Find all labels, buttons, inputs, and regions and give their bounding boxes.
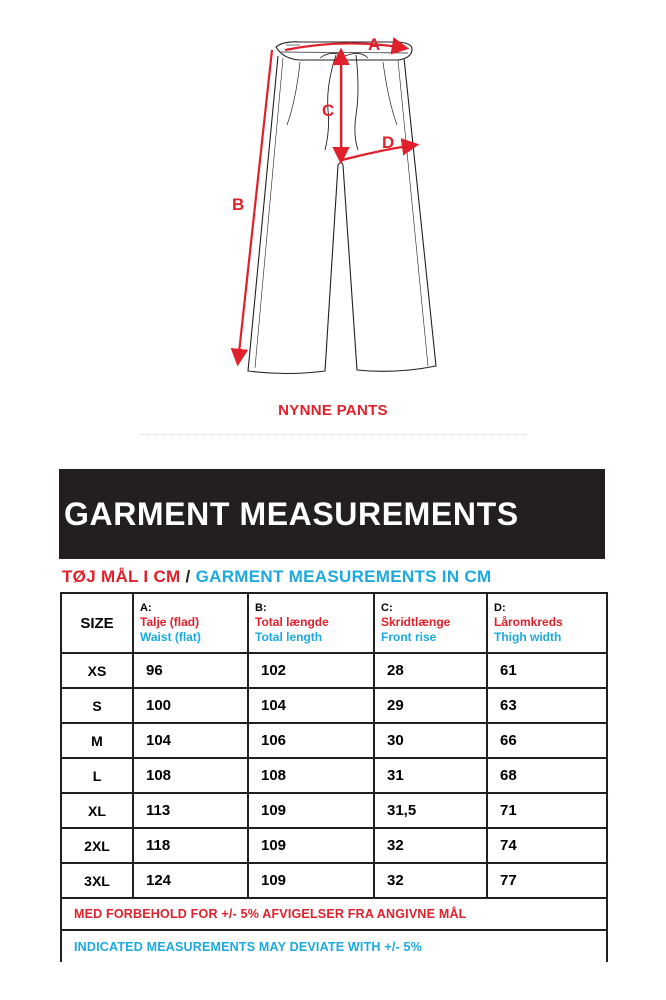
table-row xyxy=(61,723,607,758)
measure-d-line xyxy=(342,145,415,160)
rise-cell: 32 xyxy=(374,863,487,898)
column-english: Waist (flat) xyxy=(140,629,201,644)
column-letter: A: xyxy=(140,601,152,614)
column-letter: D: xyxy=(494,601,506,614)
rise-cell: 28 xyxy=(374,653,487,688)
length-cell: 109 xyxy=(248,828,374,863)
measure-a-line xyxy=(285,43,405,50)
size-cell: XL xyxy=(61,793,133,828)
subtitle-danish: TØJ MÅL I CM xyxy=(62,567,181,586)
rise-cell: 31,5 xyxy=(374,793,487,828)
measurement-table xyxy=(60,592,608,962)
product-name: NYNNE PANTS xyxy=(278,402,388,419)
waist-cell: 124 xyxy=(133,863,248,898)
thigh-cell: 71 xyxy=(487,793,607,828)
thigh-cell: 61 xyxy=(487,653,607,688)
subtitle-separator: / xyxy=(185,567,191,586)
size-cell: 2XL xyxy=(61,828,133,863)
note-row-english xyxy=(61,930,607,962)
table-row xyxy=(61,688,607,723)
column-header-b xyxy=(248,593,374,653)
length-cell: 108 xyxy=(248,758,374,793)
rise-cell: 30 xyxy=(374,723,487,758)
thigh-cell: 68 xyxy=(487,758,607,793)
table-row xyxy=(61,863,607,898)
thigh-cell: 66 xyxy=(487,723,607,758)
table-row xyxy=(61,653,607,688)
column-danish: Talje (flad) xyxy=(140,614,200,629)
size-cell: XS xyxy=(61,653,133,688)
size-cell: M xyxy=(61,723,133,758)
thigh-cell: 63 xyxy=(487,688,607,723)
column-danish: Skridtlænge xyxy=(381,614,451,629)
column-header-c xyxy=(374,593,487,653)
banner-title: GARMENT MEASUREMENTS xyxy=(64,495,519,532)
column-english: Thigh width xyxy=(494,629,562,644)
label-b: B xyxy=(232,195,245,214)
waist-cell: 108 xyxy=(133,758,248,793)
label-d: D xyxy=(382,133,395,152)
length-cell: 102 xyxy=(248,653,374,688)
table-header-row xyxy=(61,593,607,653)
banner xyxy=(59,469,605,559)
column-header-a xyxy=(133,593,248,653)
column-letter: C: xyxy=(381,601,393,614)
divider xyxy=(140,434,528,435)
waist-cell: 118 xyxy=(133,828,248,863)
subtitle xyxy=(62,567,491,587)
length-cell: 104 xyxy=(248,688,374,723)
tolerance-note-english: INDICATED MEASUREMENTS MAY DEVIATE WITH +/- 5% xyxy=(61,930,607,962)
label-a: A xyxy=(368,35,381,54)
length-cell: 109 xyxy=(248,863,374,898)
waist-cell: 100 xyxy=(133,688,248,723)
length-cell: 109 xyxy=(248,793,374,828)
table-row xyxy=(61,828,607,863)
table-row xyxy=(61,758,607,793)
pants-measurement-diagram xyxy=(0,0,666,440)
size-cell: 3XL xyxy=(61,863,133,898)
column-header-d xyxy=(487,593,607,653)
size-cell: L xyxy=(61,758,133,793)
rise-cell: 32 xyxy=(374,828,487,863)
size-cell: S xyxy=(61,688,133,723)
length-cell: 106 xyxy=(248,723,374,758)
size-column-header: SIZE xyxy=(61,593,133,653)
column-english: Front rise xyxy=(381,629,437,644)
label-c: C xyxy=(322,101,335,120)
note-row-danish xyxy=(61,898,607,930)
thigh-cell: 74 xyxy=(487,828,607,863)
rise-cell: 29 xyxy=(374,688,487,723)
subtitle-english: GARMENT MEASUREMENTS IN CM xyxy=(195,567,492,586)
rise-cell: 31 xyxy=(374,758,487,793)
thigh-cell: 77 xyxy=(487,863,607,898)
tolerance-note-danish: MED FORBEHOLD FOR +/- 5% AFVIGELSER FRA ANGIVNE MÅL xyxy=(61,898,607,930)
table-row xyxy=(61,793,607,828)
waist-cell: 113 xyxy=(133,793,248,828)
waist-cell: 104 xyxy=(133,723,248,758)
column-danish: Total længde xyxy=(255,614,329,629)
waist-cell: 96 xyxy=(133,653,248,688)
column-letter: B: xyxy=(255,601,267,614)
column-danish: Låromkreds xyxy=(494,614,563,629)
column-english: Total length xyxy=(255,629,323,644)
